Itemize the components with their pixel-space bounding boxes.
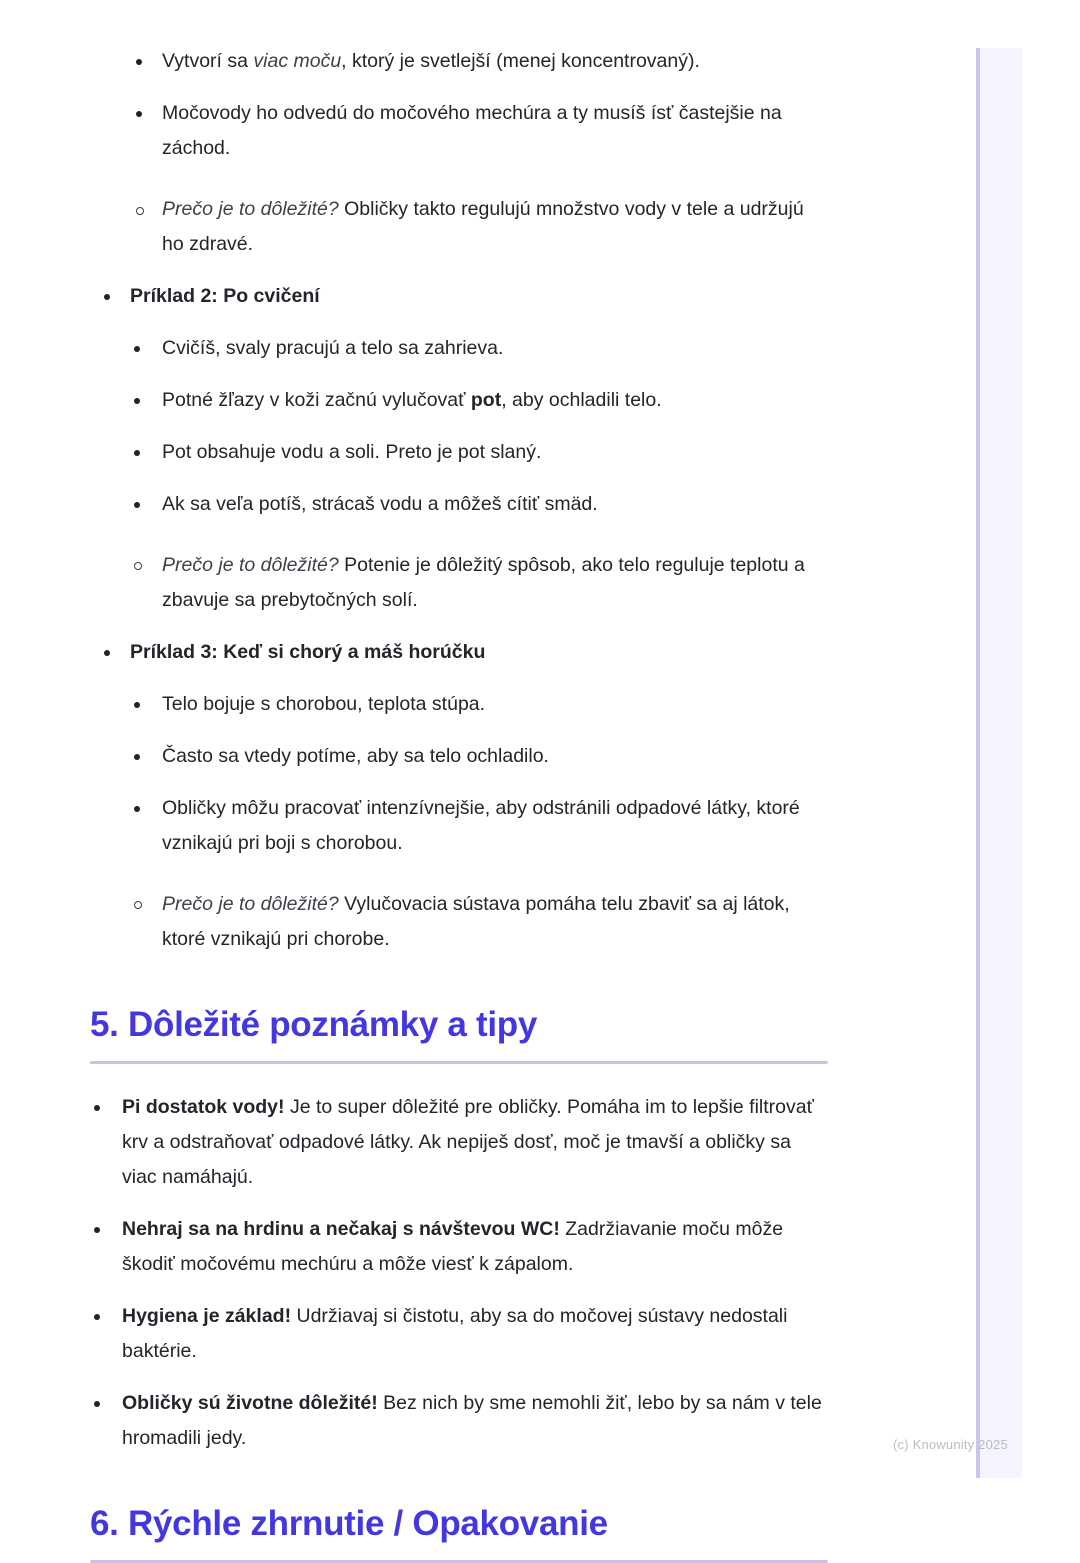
list-item (90, 1090, 825, 1195)
section (0, 1502, 900, 1563)
section-title: 6. Rýchle zhrnutie / Opakovanie (90, 1504, 608, 1543)
text-run-normal: Telo bojuje s chorobou, teplota stúpa. (162, 693, 486, 715)
text-run-normal: Udržiavaj si čistotu, aby sa do močovej sústavy nedostali baktérie. (122, 1305, 788, 1362)
watermark: (c) Knowunity 2025 (893, 1437, 1008, 1452)
example-heading: Príklad 3: Keď si chorý a máš horúčku (130, 641, 486, 663)
list-item (90, 1212, 825, 1282)
list-item (130, 487, 825, 522)
section-list (90, 1090, 825, 1456)
example-heading: Príklad 2: Po cvičení (130, 285, 320, 307)
text-run-normal: Často sa vtedy potíme, aby sa telo ochladilo. (162, 745, 549, 767)
text-run-normal: Obličky takto regulujú množstvo vody v tele a udržujú ho zdravé. (162, 198, 804, 255)
text-run-normal: Zadržiavanie moču môže škodiť močovému mechúru a môže viesť k zápalom. (122, 1218, 784, 1275)
list-item (130, 687, 825, 722)
text-run-normal: Bez nich by sme nemohli žiť, lebo by sa nám v tele hromadili jedy. (122, 1392, 822, 1449)
text-run-normal: Močovody ho odvedú do močového mechúra a ty musíš ísť častejšie na záchod. (162, 102, 782, 159)
example-sub-list (130, 687, 825, 957)
intro-bullet-list (0, 44, 900, 262)
text-run-normal: Ak sa veľa potíš, strácaš vodu a môžeš cítiť smäd. (162, 493, 598, 515)
text-run-normal: Obličky môžu pracovať intenzívnejšie, aby odstránili odpadové látky, ktoré vznikajú pri boji s chorobou. (162, 797, 800, 854)
text-run-normal: Cvičíš, svaly pracujú a telo sa zahrieva. (162, 337, 504, 359)
list-item (130, 739, 825, 774)
text-run-bold: Pi dostatok vody! (122, 1096, 285, 1118)
text-run-normal: , ktorý je svetlejší (menej koncentrovaný). (341, 50, 700, 72)
list-item (90, 1386, 825, 1456)
list-item (130, 331, 825, 366)
text-run-bold: Nehraj sa na hrdinu a nečakaj s návštevou WC! (122, 1218, 560, 1240)
example-sub-list (130, 331, 825, 618)
section-title: 5. Dôležité poznámky a tipy (90, 1005, 538, 1044)
sections-container (0, 1003, 900, 1563)
example-group (0, 635, 900, 957)
text-run-italic: viac moču (253, 50, 342, 72)
section-divider (90, 1061, 828, 1064)
text-run-bold: Obličky sú životne dôležité! (122, 1392, 378, 1414)
why-note-item (130, 548, 825, 618)
list-item (130, 383, 825, 418)
examples-list (0, 279, 900, 957)
text-run-normal: Vylučovacia sústava pomáha telu zbaviť sa aj látok, ktoré vznikajú pri chorobe. (162, 893, 790, 950)
text-run-bold: Hygiena je základ! (122, 1305, 292, 1327)
text-run-bold: pot (470, 389, 502, 411)
why-note-item (0, 192, 900, 262)
list-item (90, 1299, 825, 1369)
text-run-normal: Vytvorí sa (162, 50, 254, 72)
why-note-item (130, 887, 825, 957)
text-run-normal: , aby ochladili telo. (501, 389, 662, 411)
list-item (130, 435, 825, 470)
text-run-normal: Pot obsahuje vodu a soli. Preto je pot slaný. (162, 441, 542, 463)
text-run-italic: Prečo je to dôležité? (162, 893, 339, 915)
list-item (0, 44, 900, 79)
page-edge-strip (976, 48, 1022, 1478)
text-run-italic: Prečo je to dôležité? (162, 198, 339, 220)
text-run-normal: Je to super dôležité pre obličky. Pomáha im to lepšie filtrovať krv a odstraňovať odpadové látky. Ak nepiješ dosť, moč je tmavší a obličky sa viac namáhajú. (122, 1096, 814, 1188)
text-run-normal: Potné žľazy v koži začnú vylučovať (162, 389, 471, 411)
section (0, 1003, 900, 1456)
example-group (0, 279, 900, 618)
list-item (0, 96, 900, 166)
text-run-italic: Prečo je to dôležité? (162, 554, 339, 576)
list-item (130, 791, 825, 861)
text-run-normal: Potenie je dôležitý spôsob, ako telo reguluje teplotu a zbavuje sa prebytočných solí. (162, 554, 805, 611)
